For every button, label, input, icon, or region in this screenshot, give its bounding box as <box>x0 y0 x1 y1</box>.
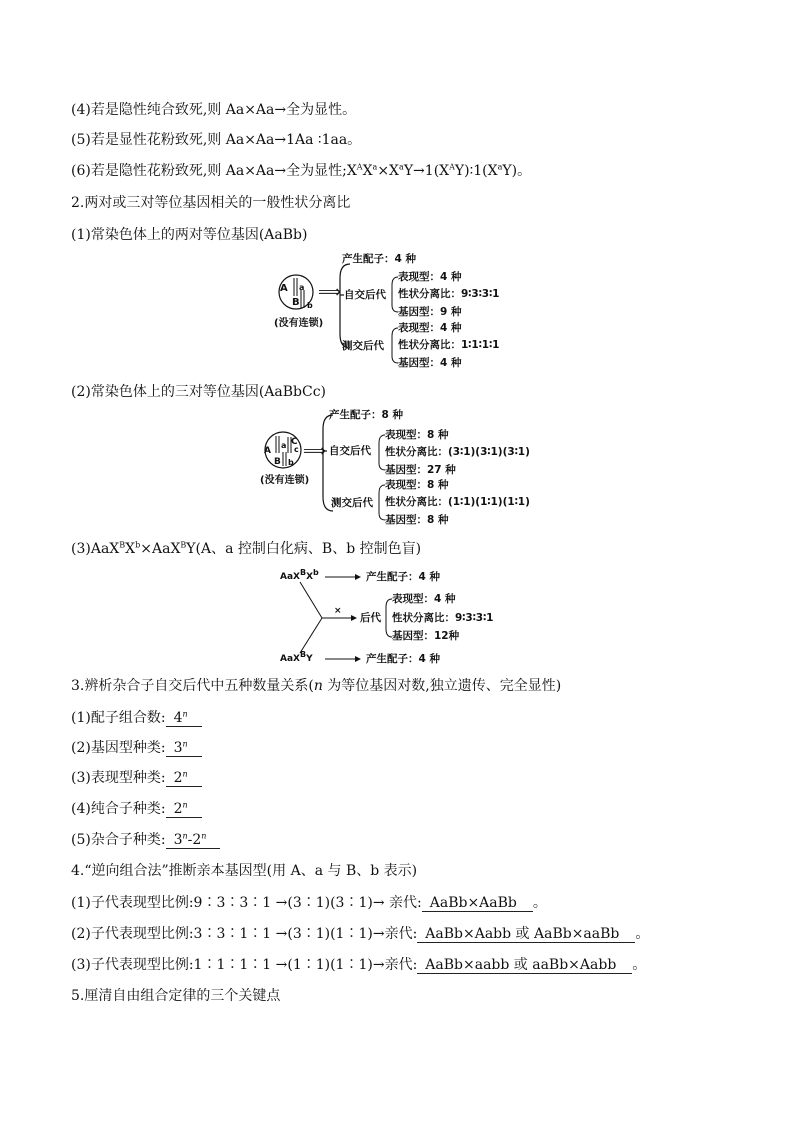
gene-b: b <box>288 458 294 467</box>
section-2-sub1: (1)常染色体上的两对等位基因(AaBb) <box>71 227 308 243</box>
test-ratio: 性状分离比：(1∶1)(1∶1)(1∶1) <box>385 496 530 508</box>
answer-blank: AaBb×AaBb <box>422 896 533 912</box>
diagram-sex-linked-cross <box>278 566 538 670</box>
test-genotype: 基因型：4 种 <box>398 357 462 369</box>
quantity-item-5: (5)杂合子种类: 3$^n$-2$^n$ <box>71 831 220 849</box>
test-ratio: 性状分离比：1∶1∶1∶1 <box>398 339 500 351</box>
rule-line-4: (4)若是隐性纯合致死,则 Aa×Aa→全为显性。 <box>71 102 357 118</box>
gene-b: b <box>307 301 313 310</box>
offspring-label: 后代 <box>360 612 381 624</box>
male-gametes: 产生配子：4 种 <box>366 653 440 665</box>
section-3-title: 3.辨析杂合子自交后代中五种数量关系(n 为等位基因对数,独立遗传、完全显性) <box>71 678 562 694</box>
answer-blank: 2$^n$ <box>166 802 202 818</box>
parent-male-genotype: AaX$^B$Y <box>280 650 313 664</box>
quantity-item-3: (3)表现型种类: 2$^n$ <box>71 769 202 787</box>
test-phenotype: 表现型：4 种 <box>398 322 462 334</box>
self-phenotype: 表现型：8 种 <box>385 429 449 441</box>
offspring-phenotype: 表现型：4 种 <box>392 593 456 605</box>
section-2-sub2: (2)常染色体上的三对等位基因(AaBbCc) <box>71 384 327 400</box>
gene-a: a <box>281 441 287 450</box>
gene-A: A <box>264 446 271 456</box>
test-phenotype: 表现型：8 种 <box>385 479 449 491</box>
quantity-item-2: (2)基因型种类: 3$^n$ <box>71 739 202 757</box>
answer-blank: 4$^n$ <box>166 711 202 727</box>
rule-line-5: (5)若是显性花粉致死,则 Aa×Aa→1Aa ∶1aa。 <box>71 132 362 148</box>
gene-a: a <box>299 283 305 292</box>
section-2-sub3: $(3)AaX^BX^b\times AaX^BY(A$、a 控制白化病、B、b 控制色盲) <box>71 540 422 557</box>
answer-blank: AaBb×Aabb 或 AaBb×aaBb <box>417 927 635 943</box>
section-2-title: 2.两对或三对等位基因相关的一般性状分离比 <box>71 195 351 211</box>
gametes-count: 产生配子：8 种 <box>329 409 403 421</box>
self-cross-label: 自交后代 <box>344 289 386 301</box>
self-phenotype: 表现型：4 种 <box>398 271 462 283</box>
test-cross-label: 测交后代 <box>331 497 373 509</box>
gene-B: B <box>292 297 300 308</box>
parent-female-genotype: $AaX^BX^b$ <box>280 568 319 582</box>
no-linkage-caption: (没有连锁) <box>274 318 324 329</box>
cross-symbol: × <box>334 606 342 616</box>
rule-line-6: (6)若是隐性花粉致死,则 Aa×Aa→全为显性$;X^AX^a\times X^aY\to 1(X^AY)∶1(X^aY)$。 <box>71 162 532 179</box>
diagram-three-gene-pairs <box>257 407 547 529</box>
implies-arrow: ⟹ <box>303 441 326 460</box>
test-cross-label: 测交后代 <box>342 340 384 352</box>
answer-blank: 3$^n$-2$^n$ <box>166 833 221 849</box>
self-ratio: 性状分离比：(3∶1)(3∶1)(3∶1) <box>385 446 530 458</box>
offspring-genotype: 基因型：12种 <box>392 630 460 642</box>
answer-blank: AaBb×aabb 或 aaBb×Aabb <box>417 958 632 974</box>
female-gametes: 产生配子：4 种 <box>366 571 440 583</box>
gene-C: C <box>291 437 298 447</box>
gene-B: B <box>274 457 281 467</box>
reverse-item-2: (2)子代表现型比例:3∶3∶1∶1 →(3∶1)(1∶1)→亲代: AaBb×Aabb 或 AaBb×aaBb 。 <box>71 926 650 942</box>
gene-c: c <box>294 445 299 454</box>
answer-blank: 3$^n$ <box>166 741 202 757</box>
reverse-item-3: (3)子代表现型比例:1∶1∶1∶1 →(1∶1)(1∶1)→亲代: AaBb×aabb 或 aaBb×Aabb 。 <box>71 957 647 973</box>
answer-blank: 2$^n$ <box>166 771 202 787</box>
self-genotype: 基因型：27 种 <box>385 464 456 476</box>
section-4-title: 4.“逆向组合法”推断亲本基因型(用 A、a 与 B、b 表示) <box>71 863 418 879</box>
quantity-item-4: (4)纯合子种类: 2$^n$ <box>71 800 202 818</box>
reverse-item-1: (1)子代表现型比例:9∶3∶3∶1 →(3∶1)(3∶1)→ 亲代: AaBb×AaBb 。 <box>71 895 547 911</box>
self-ratio: 性状分离比：9∶3∶3∶1 <box>398 288 500 300</box>
offspring-ratio: 性状分离比：9∶3∶3∶1 <box>392 612 494 624</box>
section-5-title: 5.厘清自由组合定律的三个关键点 <box>71 988 281 1004</box>
diagram-two-gene-pairs <box>270 250 530 372</box>
implies-arrow: ⟹ <box>318 282 341 301</box>
gametes-count: 产生配子：4 种 <box>342 253 416 265</box>
no-linkage-caption: (没有连锁) <box>260 475 310 486</box>
self-genotype: 基因型：9 种 <box>398 306 462 318</box>
test-genotype: 基因型：8 种 <box>385 514 449 526</box>
self-cross-label: 自交后代 <box>329 445 371 457</box>
gene-A: A <box>280 283 288 294</box>
quantity-item-1: (1)配子组合数: 4$^n$ <box>71 709 202 727</box>
